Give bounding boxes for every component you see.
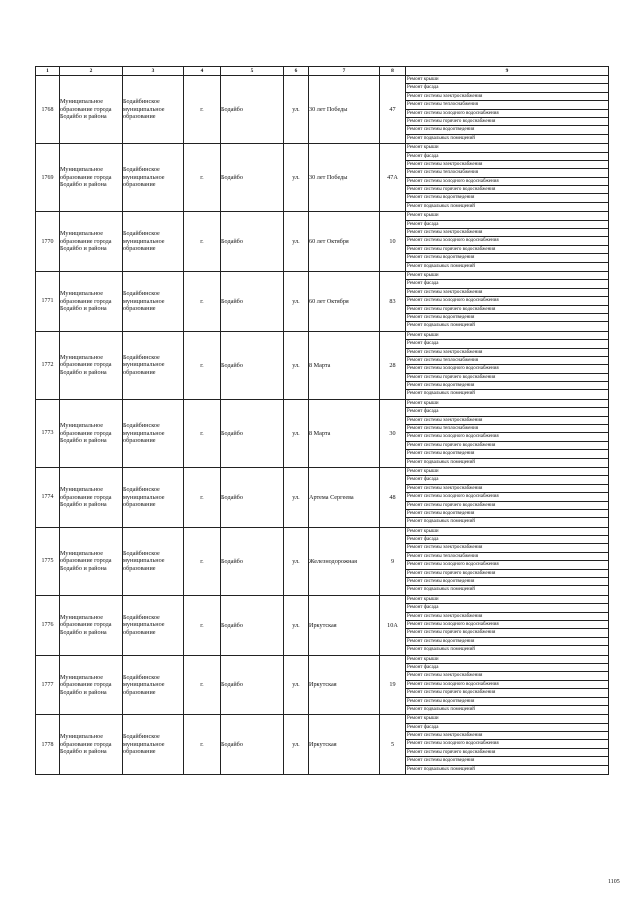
work-item: Ремонт системы электроснабжения: [406, 613, 608, 621]
house-number: 10А: [380, 595, 406, 655]
locality-type: г.: [184, 144, 221, 212]
work-item: Ремонт фасада: [406, 536, 608, 544]
locality-type: г.: [184, 655, 221, 715]
municipality: Бодайбинское муниципальное образование: [123, 331, 184, 399]
work-item: Ремонт подвальных помещений: [407, 391, 475, 397]
record-number: 1777: [36, 655, 60, 715]
works-list: [406, 212, 609, 272]
street-name: Иркутская: [309, 655, 380, 715]
table-row: [36, 467, 609, 527]
work-item: Ремонт системы холодного водоснабжения: [406, 297, 608, 305]
municipal-district: Муниципальное образование города Бодайбо и района: [60, 595, 123, 655]
record-number: 1770: [36, 212, 60, 272]
work-item: Ремонт системы холодного водоснабжения: [406, 740, 608, 748]
work-item: Ремонт системы электроснабжения: [406, 93, 608, 101]
work-item: Ремонт крыши: [406, 272, 608, 280]
table-row: [36, 76, 609, 144]
work-item: Ремонт фасада: [406, 604, 608, 612]
locality-name: Бодайбо: [221, 715, 284, 775]
works-list: [406, 399, 609, 467]
work-item: Ремонт системы холодного водоснабжения: [406, 365, 608, 373]
work-item: Ремонт крыши: [406, 212, 608, 220]
locality-name: Бодайбо: [221, 527, 284, 595]
municipal-district: Муниципальное образование города Бодайбо и района: [60, 212, 123, 272]
locality-name: Бодайбо: [221, 595, 284, 655]
work-item: Ремонт системы электроснабжения: [406, 417, 608, 425]
work-item: Ремонт системы водоотведения: [406, 578, 608, 586]
house-number: 47: [380, 76, 406, 144]
work-item: Ремонт крыши: [406, 144, 608, 152]
work-item: Ремонт системы горячего водоснабжения: [406, 374, 608, 382]
work-item: Ремонт системы горячего водоснабжения: [406, 629, 608, 637]
street-type: ул.: [284, 399, 309, 467]
work-item: Ремонт крыши: [406, 596, 608, 604]
street-type: ул.: [284, 467, 309, 527]
header-col-2: 2: [60, 67, 123, 76]
locality-name: Бодайбо: [221, 212, 284, 272]
work-item: Ремонт системы холодного водоснабжения: [406, 493, 608, 501]
work-item: Ремонт фасада: [406, 221, 608, 229]
house-number: 5: [380, 715, 406, 775]
work-item: Ремонт системы теплоснабжения: [406, 425, 608, 433]
works-list: [406, 527, 609, 595]
work-item: Ремонт системы горячего водоснабжения: [406, 186, 608, 194]
locality-name: Бодайбо: [221, 655, 284, 715]
street-name: Артема Сергеева: [309, 467, 380, 527]
locality-type: г.: [184, 271, 221, 331]
work-item: Ремонт подвальных помещений: [407, 587, 475, 593]
locality-type: г.: [184, 76, 221, 144]
table-row: [36, 331, 609, 399]
work-item: Ремонт фасада: [406, 476, 608, 484]
header-col-8: 8: [380, 67, 406, 76]
table-row: [36, 271, 609, 331]
header-row: [36, 67, 609, 76]
work-item: Ремонт системы водоотведения: [406, 126, 608, 134]
work-item: Ремонт фасада: [406, 280, 608, 288]
street-name: 30 лет Победы: [309, 76, 380, 144]
municipality: Бодайбинское муниципальное образование: [123, 399, 184, 467]
work-item: Ремонт подвальных помещений: [407, 519, 475, 525]
street-type: ул.: [284, 271, 309, 331]
record-number: 1771: [36, 271, 60, 331]
work-item: Ремонт системы водоотведения: [406, 698, 608, 706]
municipality: Бодайбинское муниципальное образование: [123, 715, 184, 775]
work-item: Ремонт системы электроснабжения: [406, 544, 608, 552]
locality-type: г.: [184, 595, 221, 655]
work-item: Ремонт подвальных помещений: [407, 135, 475, 141]
locality-name: Бодайбо: [221, 399, 284, 467]
work-item: Ремонт крыши: [406, 468, 608, 476]
municipality: Бодайбинское муниципальное образование: [123, 212, 184, 272]
house-number: 48: [380, 467, 406, 527]
municipality: Бодайбинское муниципальное образование: [123, 271, 184, 331]
municipal-district: Муниципальное образование города Бодайбо и района: [60, 331, 123, 399]
street-type: ул.: [284, 331, 309, 399]
work-item: Ремонт подвальных помещений: [407, 263, 475, 269]
header-col-6: 6: [284, 67, 309, 76]
municipal-district: Муниципальное образование города Бодайбо и района: [60, 271, 123, 331]
work-item: Ремонт системы водоотведения: [406, 450, 608, 458]
works-list: [406, 331, 609, 399]
work-item: Ремонт крыши: [406, 76, 608, 84]
locality-type: г.: [184, 212, 221, 272]
locality-type: г.: [184, 331, 221, 399]
locality-type: г.: [184, 467, 221, 527]
record-number: 1772: [36, 331, 60, 399]
street-type: ул.: [284, 595, 309, 655]
work-item: Ремонт системы электроснабжения: [406, 349, 608, 357]
work-item: Ремонт системы горячего водоснабжения: [406, 570, 608, 578]
record-number: 1773: [36, 399, 60, 467]
works-list: [406, 715, 609, 775]
work-item: Ремонт системы холодного водоснабжения: [406, 178, 608, 186]
record-number: 1769: [36, 144, 60, 212]
work-item: Ремонт системы холодного водоснабжения: [406, 561, 608, 569]
work-item: Ремонт подвальных помещений: [407, 706, 475, 712]
locality-type: г.: [184, 399, 221, 467]
work-item: Ремонт системы холодного водоснабжения: [406, 110, 608, 118]
work-item: Ремонт крыши: [406, 656, 608, 664]
locality-type: г.: [184, 715, 221, 775]
street-type: ул.: [284, 144, 309, 212]
municipality: Бодайбинское муниципальное образование: [123, 655, 184, 715]
street-name: 8 Марта: [309, 399, 380, 467]
house-number: 47А: [380, 144, 406, 212]
house-number: 10: [380, 212, 406, 272]
municipality: Бодайбинское муниципальное образование: [123, 527, 184, 595]
works-list: [406, 144, 609, 212]
municipal-district: Муниципальное образование города Бодайбо и района: [60, 467, 123, 527]
street-type: ул.: [284, 212, 309, 272]
work-item: Ремонт фасада: [406, 408, 608, 416]
work-item: Ремонт фасада: [406, 153, 608, 161]
municipality: Бодайбинское муниципальное образование: [123, 144, 184, 212]
work-item: Ремонт системы холодного водоснабжения: [406, 681, 608, 689]
work-item: Ремонт системы холодного водоснабжения: [406, 237, 608, 245]
table-row: [36, 595, 609, 655]
work-item: Ремонт системы электроснабжения: [406, 485, 608, 493]
locality-name: Бодайбо: [221, 144, 284, 212]
record-number: 1775: [36, 527, 60, 595]
register-body: [36, 76, 609, 775]
header-col-9: 9: [406, 67, 609, 76]
record-number: 1774: [36, 467, 60, 527]
work-item: Ремонт системы теплоснабжения: [406, 169, 608, 177]
work-item: Ремонт подвальных помещений: [407, 766, 475, 772]
work-item: Ремонт системы холодного водоснабжения: [406, 433, 608, 441]
street-name: Иркутская: [309, 595, 380, 655]
work-item: Ремонт системы водоотведения: [406, 638, 608, 646]
work-item: Ремонт фасада: [406, 664, 608, 672]
header-col-4: 4: [184, 67, 221, 76]
house-number: 28: [380, 331, 406, 399]
municipality: Бодайбинское муниципальное образование: [123, 467, 184, 527]
work-item: Ремонт системы горячего водоснабжения: [406, 118, 608, 126]
street-type: ул.: [284, 527, 309, 595]
work-item: Ремонт системы холодного водоснабжения: [406, 621, 608, 629]
work-item: Ремонт системы горячего водоснабжения: [406, 306, 608, 314]
municipality: Бодайбинское муниципальное образование: [123, 595, 184, 655]
work-item: Ремонт крыши: [406, 400, 608, 408]
table-row: [36, 399, 609, 467]
locality-name: Бодайбо: [221, 76, 284, 144]
house-number: 19: [380, 655, 406, 715]
work-item: Ремонт подвальных помещений: [407, 459, 475, 465]
locality-type: г.: [184, 527, 221, 595]
record-number: 1776: [36, 595, 60, 655]
work-item: Ремонт системы электроснабжения: [406, 289, 608, 297]
house-number: 30: [380, 399, 406, 467]
street-type: ул.: [284, 76, 309, 144]
municipal-district: Муниципальное образование города Бодайбо и района: [60, 715, 123, 775]
table-row: [36, 212, 609, 272]
work-item: Ремонт крыши: [406, 528, 608, 536]
work-item: Ремонт системы теплоснабжения: [406, 357, 608, 365]
works-list: [406, 655, 609, 715]
record-number: 1778: [36, 715, 60, 775]
works-list: [406, 595, 609, 655]
work-item: Ремонт фасада: [406, 340, 608, 348]
street-name: 60 лет Октября: [309, 271, 380, 331]
work-item: Ремонт крыши: [406, 332, 608, 340]
street-name: Железнодорожная: [309, 527, 380, 595]
header-col-3: 3: [123, 67, 184, 76]
works-list: [406, 467, 609, 527]
municipal-district: Муниципальное образование города Бодайбо и района: [60, 527, 123, 595]
street-type: ул.: [284, 655, 309, 715]
street-name: 60 лет Октября: [309, 212, 380, 272]
record-number: 1768: [36, 76, 60, 144]
municipality: Бодайбинское муниципальное образование: [123, 76, 184, 144]
work-item: Ремонт фасада: [406, 724, 608, 732]
header-col-5: 5: [221, 67, 284, 76]
locality-name: Бодайбо: [221, 331, 284, 399]
municipal-district: Муниципальное образование города Бодайбо и района: [60, 76, 123, 144]
work-item: Ремонт системы горячего водоснабжения: [406, 689, 608, 697]
work-item: Ремонт системы теплоснабжения: [406, 553, 608, 561]
header-col-7: 7: [309, 67, 380, 76]
work-item: Ремонт системы электроснабжения: [406, 672, 608, 680]
register-table: [35, 66, 609, 775]
work-item: Ремонт системы горячего водоснабжения: [406, 442, 608, 450]
locality-name: Бодайбо: [221, 271, 284, 331]
municipal-district: Муниципальное образование города Бодайбо и района: [60, 655, 123, 715]
works-list: [406, 271, 609, 331]
work-item: Ремонт подвальных помещений: [407, 647, 475, 653]
street-type: ул.: [284, 715, 309, 775]
street-name: 30 лет Победы: [309, 144, 380, 212]
work-item: Ремонт фасада: [406, 84, 608, 92]
locality-name: Бодайбо: [221, 467, 284, 527]
work-item: Ремонт системы водоотведения: [406, 314, 608, 322]
page-number: 1105: [608, 879, 620, 885]
house-number: 83: [380, 271, 406, 331]
work-item: Ремонт системы электроснабжения: [406, 229, 608, 237]
table-row: [36, 527, 609, 595]
work-item: Ремонт системы электроснабжения: [406, 732, 608, 740]
street-name: Иркутская: [309, 715, 380, 775]
work-item: Ремонт системы горячего водоснабжения: [406, 502, 608, 510]
header-col-1: 1: [36, 67, 60, 76]
table-row: [36, 144, 609, 212]
table-row: [36, 715, 609, 775]
works-list: [406, 76, 609, 144]
work-item: Ремонт системы водоотведения: [406, 382, 608, 390]
work-item: Ремонт крыши: [406, 715, 608, 723]
work-item: Ремонт системы водоотведения: [406, 194, 608, 202]
work-item: Ремонт подвальных помещений: [407, 323, 475, 329]
work-item: Ремонт системы теплоснабжения: [406, 101, 608, 109]
work-item: Ремонт системы водоотведения: [406, 757, 608, 765]
work-item: Ремонт системы горячего водоснабжения: [406, 246, 608, 254]
house-number: 9: [380, 527, 406, 595]
work-item: Ремонт системы электроснабжения: [406, 161, 608, 169]
work-item: Ремонт подвальных помещений: [407, 203, 475, 209]
street-name: 8 Марта: [309, 331, 380, 399]
work-item: Ремонт системы водоотведения: [406, 254, 608, 262]
municipal-district: Муниципальное образование города Бодайбо и района: [60, 399, 123, 467]
municipal-district: Муниципальное образование города Бодайбо и района: [60, 144, 123, 212]
work-item: Ремонт системы водоотведения: [406, 510, 608, 518]
table-row: [36, 655, 609, 715]
work-item: Ремонт системы горячего водоснабжения: [406, 749, 608, 757]
